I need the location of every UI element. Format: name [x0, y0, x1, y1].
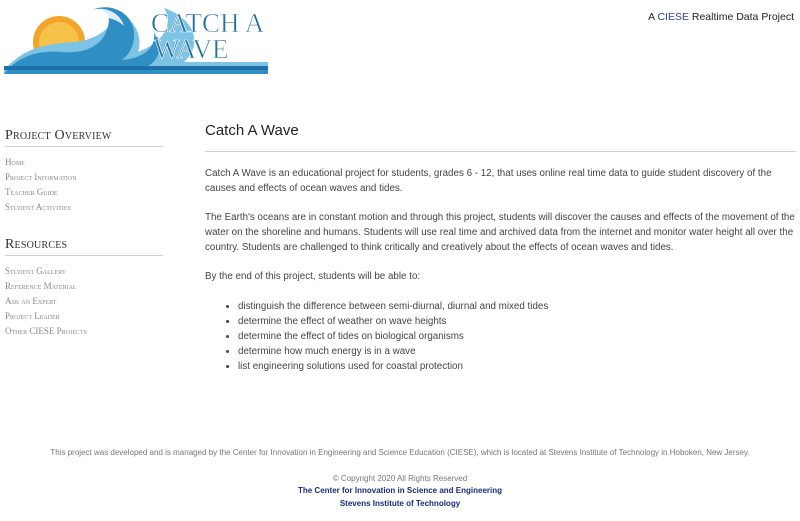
- sidebar-heading-resources: Resources: [5, 237, 163, 256]
- footer-note: This project was developed and is managed by the Center for Innovation in Engineering and Science Education (CIESE), which is located at Stevens Institute of Technology in Hoboken, New Jersey.: [50, 448, 750, 457]
- outcomes-intro: By the end of this project, students will be able to:: [205, 271, 421, 282]
- sidebar-item-student-gallery[interactable]: Student Gallery: [5, 266, 67, 276]
- sidebar-spacer: [5, 215, 163, 237]
- tagline-ciese[interactable]: CIESE: [657, 11, 689, 23]
- sidebar-item-other-ciese-projects[interactable]: Other CIESE Projects: [5, 326, 88, 336]
- sidebar-item-student-activities[interactable]: Student Activities: [5, 202, 71, 212]
- list-item: • distinguish the difference between semi-diurnal, diurnal and mixed tides: [238, 299, 796, 314]
- main-content: [205, 122, 796, 374]
- page-title: Catch A Wave: [205, 122, 796, 152]
- wave-logo-icon: [4, 4, 268, 74]
- tagline-suffix: Realtime Data Project: [688, 11, 794, 23]
- sidebar-item-project-information[interactable]: Project Information: [5, 172, 77, 182]
- sidebar-item-teacher-guide[interactable]: Teacher Guide: [5, 187, 58, 197]
- ciese-tagline: [648, 11, 794, 23]
- list-item: • determine the effect of tides on biological organisms: [238, 329, 796, 344]
- logo-text-line2: WAVE: [154, 34, 229, 64]
- resources-list: [5, 264, 163, 339]
- logo-text-line1: CATCH A: [151, 8, 265, 38]
- tagline-prefix: A: [648, 11, 658, 23]
- list-item: • determine the effect of weather on wave heights: [238, 314, 796, 329]
- sidebar-heading-project-overview: Project Overview: [5, 128, 163, 147]
- sidebar-nav: [5, 128, 163, 339]
- learning-outcomes-list: [238, 299, 796, 374]
- sidebar-item-home[interactable]: Home: [5, 157, 25, 167]
- sidebar-item-project-leader[interactable]: Project Leader: [5, 311, 60, 321]
- header: [0, 0, 800, 80]
- institute-name-link[interactable]: Stevens Institute of Technology: [339, 499, 461, 508]
- project-overview-list: [5, 155, 163, 215]
- sidebar-item-ask-an-expert[interactable]: Ask an Expert: [5, 296, 57, 306]
- catch-a-wave-logo[interactable]: [4, 4, 268, 74]
- center-name-link[interactable]: The Center for Innovation in Science and Engineering: [297, 486, 503, 495]
- list-item: • list engineering solutions used for coastal protection: [238, 359, 796, 374]
- sidebar-item-reference-material[interactable]: Reference Material: [5, 281, 77, 291]
- oceans-paragraph: The Earth's oceans are in constant motion and through this project, students will discover the causes and effects of the movement of the water on the shoreline and humans. Students will use real time and archived data from the internet and monitor water height all over the country. Students are challenged to think critically and creatively about the effects of ocean waves and tides.: [205, 212, 795, 253]
- list-item: • determine how much energy is in a wave: [238, 344, 796, 359]
- intro-paragraph: Catch A Wave is an educational project for students, grades 6 - 12, that uses online real time data to guide student discovery of the causes and effects of ocean waves and tides.: [205, 168, 772, 194]
- copyright-text: © Copyright 2020 All Rights Reserved: [332, 474, 468, 483]
